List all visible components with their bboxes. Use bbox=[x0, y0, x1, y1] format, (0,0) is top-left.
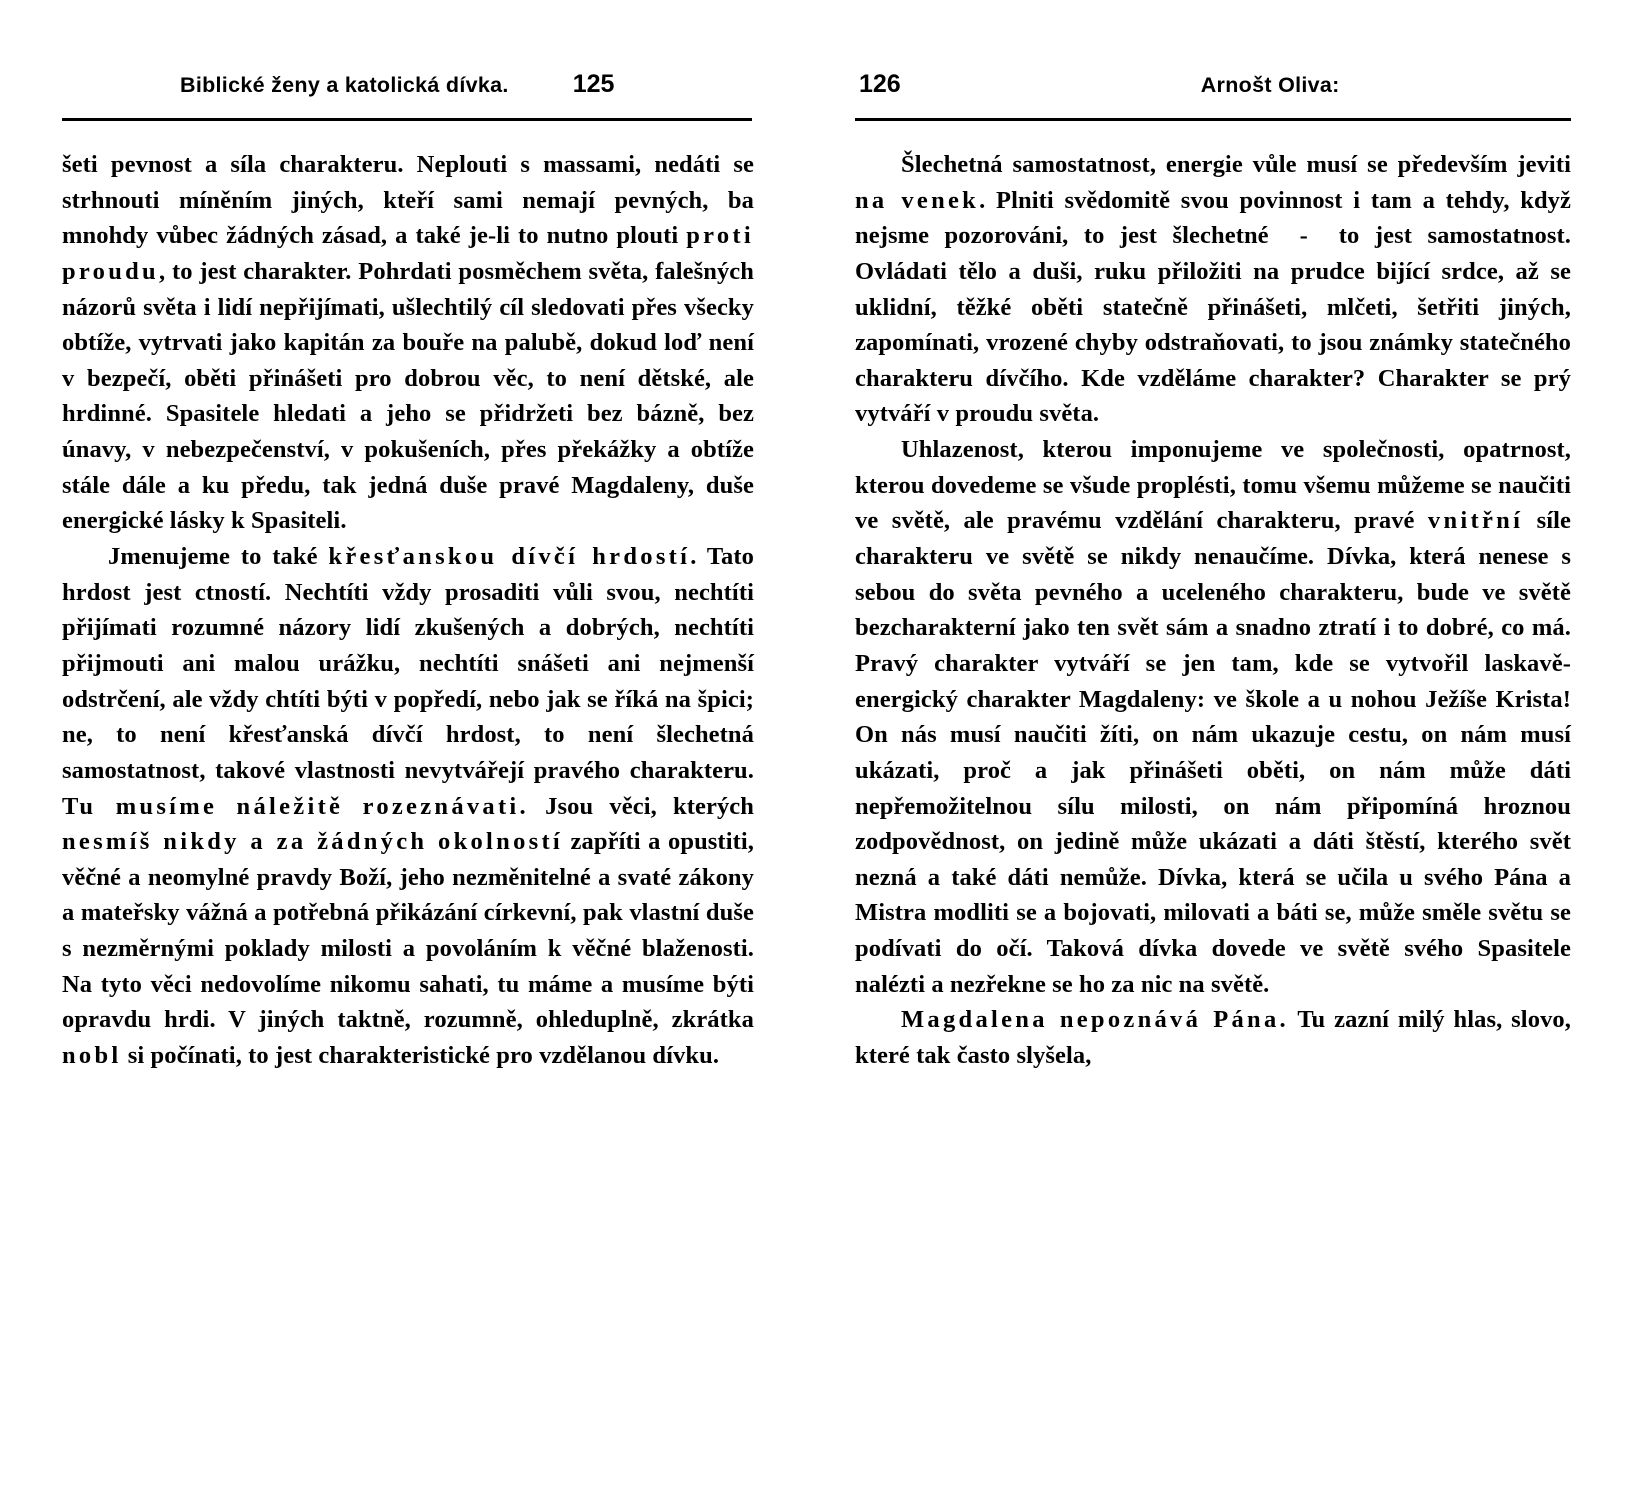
page-number-right: 126 bbox=[859, 70, 901, 98]
running-head-right bbox=[855, 70, 1572, 112]
header-rule-left bbox=[62, 118, 752, 121]
header-rule-right bbox=[855, 118, 1571, 121]
running-head-left bbox=[62, 70, 755, 112]
paragraph: šeti pevnost a síla charakteru. Neplouti s massami, nedáti se strhnouti míněním jiných, kteří sami nemají pevných, ba mnohdy vůbec žádných zásad, a také je-li to nutno plouti proti proudu, to jest charakter. Pohrdati posměchem světa, falešných názorů světa i lidí nepřijímati, ušlechtilý cíl sledovati přes všecky obtíže, vytrvati jako kapitán za bouře na palubě, dokud loď není v bezpečí, oběti přinášeti pro dobrou věc, to není dětské, ale hrdinné. Spasitele hledati a jeho se přidržeti bez bázně, bez únavy, v nebezpečenství, v pokušeních, přes překážky a obtíže stále dále a ku předu, tak jedná duše pravé Magdaleny, duše energické lásky k Spasiteli. bbox=[62, 151, 754, 535]
page-right bbox=[817, 0, 1634, 1500]
paragraph: Šlechetná samostatnost, energie vůle musí se především jeviti na venek. Plniti svědomitě svou povinnost i tam a tehdy, když nejsme pozorováni, to jest šlechetné - to jest samostatnost. Ovládati tělo a duši, ruku přiložiti na prudce bijící srdce, až se uklidní, těžké oběti statečně přinášeti, mlčeti, šetřiti jiných, zapomínati, vrozené chyby odstraňovati, to jsou známky statečného charakteru dívčího. Kde vzděláme charakter? Charakter se prý vytváří v proudu světa. bbox=[855, 151, 1571, 428]
paragraph: Jmenujeme to také křesťanskou dívčí hrdostí. Tato hrdost jest ctností. Nechtíti vždy prosaditi vůli svou, nechtíti přijímati rozumné názory lidí zkušených a dobrých, nechtíti přijmouti ani malou urážku, nechtíti snášeti ani nejmenší odstrčení, ale vždy chtíti býti v popředí, nebo jak se říká na špici; ne, to není křesťanská dívčí hrdost, to není šlechetná samostatnost, takové vlastnosti nevytvářejí pravého charakteru. Tu musíme náležitě rozeznávati. Jsou věci, kterých nesmíš nikdy a za žádných okolností zapříti a opustiti, věčné a neomylné pravdy Boží, jeho nezměnitelné a svaté zákony a mateřsky vážná a potřebná přikázání církevní, pak vlastní duše s nezměrnými poklady milosti a povoláním k věčné blaženosti. Na tyto věci nedovolíme nikomu sahati, tu máme a musíme býti opravdu hrdi. V jiných taktně, rozumně, ohleduplně, zkrátka nobl si počínati, to jest charakteristické pro vzdělanou dívku. bbox=[62, 543, 754, 1070]
running-head-title-left: Biblické ženy a katolická dívka. bbox=[180, 73, 509, 97]
running-head-title-right: Arnošt Oliva: bbox=[1200, 73, 1340, 97]
body-text-left bbox=[62, 147, 754, 1074]
paragraph: Uhlazenost, kterou imponujeme ve společnosti, opatrnost, kterou dovedeme se všude proplésti, tomu všemu můžeme se naučiti ve světě, ale pravému vzdělání charakteru, pravé vnitřní síle charakteru ve světě se nikdy nenaučíme. Dívka, která nenese s sebou do světa pevného a uceleného charakteru, bude ve světě bezcharakterní jako ten svět sám a snadno ztratí i to dobré, co má. Pravý charakter vytváří se jen tam, kde se vytvořil laskavě-energický charakter Magdaleny: ve škole a u nohou Ježíše Krista! On nás musí naučiti žíti, on nám ukazuje cestu, on nám musí ukázati, proč a jak přinášeti oběti, on nám může dáti nepřemožitelnou sílu milosti, on nám připomíná hroznou zodpovědnost, on jedině může ukázati a dáti štěstí, kterého svět nezná a také dáti nemůže. Dívka, která se učila u svého Pána a Mistra modliti se a bojovati, milovati a báti se, může směle světu se podívati do očí. Taková dívka dovede ve světě svého Spasitele nalézti a nezřekne se ho za nic na světě. bbox=[855, 436, 1571, 998]
body-text-right bbox=[855, 147, 1571, 1074]
paragraph: Magdalena nepoznává Pána. Tu zazní milý hlas, slovo, které tak často slyšela, bbox=[855, 1006, 1571, 1070]
page-number-left: 125 bbox=[572, 70, 615, 98]
